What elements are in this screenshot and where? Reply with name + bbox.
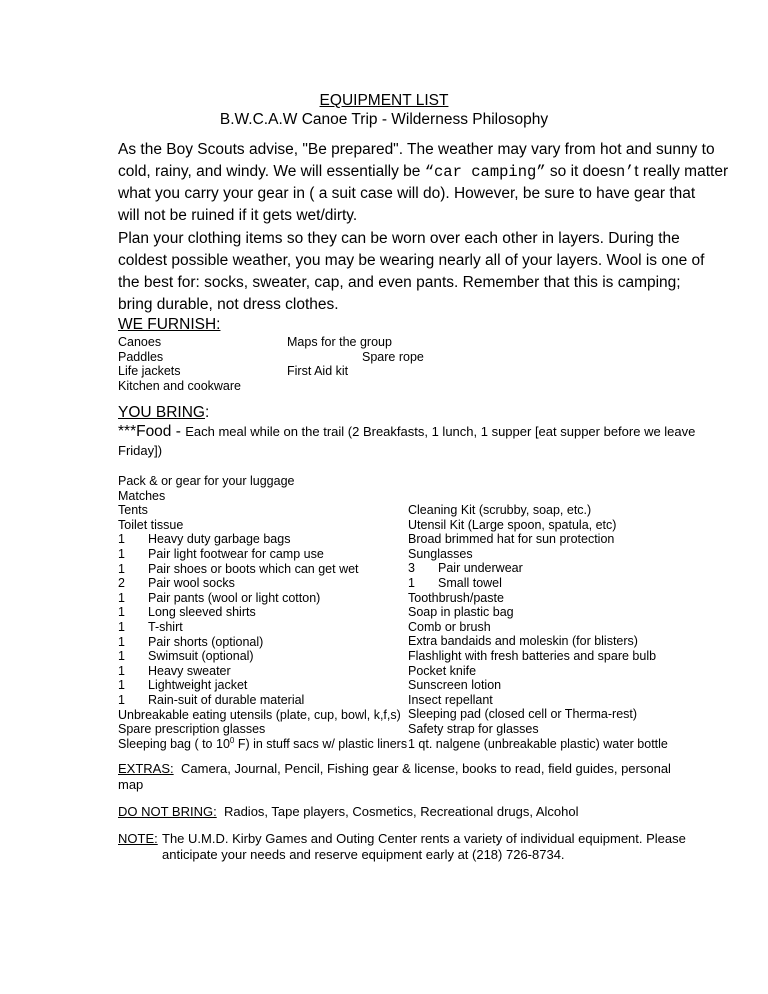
- item-text: Small towel: [438, 575, 502, 590]
- extras-text: Camera, Journal, Pencil, Fishing gear & license, books to read, field guides, personal: [181, 761, 671, 776]
- item-text: Insect repellant: [408, 692, 493, 707]
- do-not-bring-text: Radios, Tape players, Cosmetics, Recreational drugs, Alcohol: [223, 804, 579, 819]
- item-text: Safety strap for glasses: [408, 721, 539, 736]
- extras-text-continued: map: [118, 777, 144, 792]
- intro-p1-line-2-end: t really matter: [634, 163, 729, 180]
- item-qty: 3: [408, 561, 415, 576]
- intro-p1-line-4: will not be ruined if it gets wet/dirty.: [118, 207, 358, 224]
- list-item: [118, 591, 398, 606]
- item-qty: 1: [408, 575, 415, 590]
- note-text-continued: anticipate your needs and reserve equipment early at (218) 726-8734.: [162, 847, 565, 862]
- list-item: Kitchen and cookware: [118, 378, 241, 393]
- item-text: Cleaning Kit (scrubby, soap, etc.): [408, 503, 592, 517]
- item-qty: 1: [118, 561, 125, 576]
- item-text: Toilet tissue: [118, 517, 184, 532]
- intro-p1-line-2-start: cold, rainy, and windy. We will essentially be: [118, 163, 425, 180]
- note-text: The U.M.D. Kirby Games and Outing Center rents a variety of individual equipment. Please: [162, 831, 686, 846]
- intro-paragraph-1: [118, 139, 729, 227]
- extras-label: EXTRAS:: [118, 761, 174, 776]
- list-item: [408, 722, 678, 737]
- list-item: Maps for the group: [287, 335, 392, 349]
- item-text: T-shirt: [148, 619, 183, 634]
- intro-paragraph-2: [118, 228, 705, 316]
- we-furnish-right-list: [287, 335, 424, 379]
- intro-p2-line-3: the best for: socks, sweater, cap, and even pants. Remember that this is camping;: [118, 274, 681, 291]
- do-not-bring-label: DO NOT BRING:: [118, 804, 217, 819]
- list-item: [408, 591, 678, 606]
- item-qty: 1: [118, 532, 125, 547]
- list-item: Life jackets: [118, 364, 181, 379]
- list-item: [118, 562, 398, 577]
- list-item: [118, 635, 398, 650]
- item-text: Long sleeved shirts: [148, 605, 256, 620]
- car-camping-quote: “car camping”: [424, 163, 546, 181]
- list-item: [408, 664, 678, 679]
- you-bring-left-list: [118, 474, 408, 751]
- item-qty: 1: [118, 605, 125, 620]
- list-item: [408, 693, 678, 708]
- apostrophe: ’: [624, 163, 635, 181]
- page-subtitle: B.W.C.A.W Canoe Trip - Wilderness Philosophy: [219, 111, 549, 128]
- item-text: Heavy duty garbage bags: [148, 532, 291, 547]
- list-item: [118, 518, 398, 533]
- item-text: Sunscreen lotion: [408, 678, 502, 693]
- item-qty: 1: [118, 546, 125, 561]
- list-item: [118, 547, 398, 562]
- item-text: Pair shoes or boots which can get wet: [148, 561, 359, 576]
- item-text: Heavy sweater: [148, 663, 231, 678]
- item-qty: 1: [118, 692, 125, 707]
- item-text: Spare prescription glasses: [118, 722, 266, 737]
- page-title: EQUIPMENT LIST: [319, 92, 449, 109]
- intro-p1-line-3: what you carry your gear in ( a suit case will do). However, be sure to have gear that: [118, 185, 696, 202]
- list-item: [408, 737, 678, 752]
- list-item: [408, 707, 678, 722]
- item-text: Toothbrush/paste: [408, 590, 504, 605]
- item-text: Pair wool socks: [148, 576, 235, 591]
- list-item: [408, 561, 678, 576]
- list-item: Paddles: [118, 349, 164, 364]
- list-item: [118, 707, 401, 723]
- item-qty: 1: [118, 590, 125, 605]
- food-line: [118, 423, 695, 441]
- item-text: Pair shorts (optional): [148, 634, 264, 649]
- list-item: [118, 503, 398, 518]
- food-prefix: ***Food -: [118, 423, 186, 440]
- intro-p1-line-2: [118, 161, 729, 183]
- item-text: Unbreakable eating utensils (plate, cup, bowl, k,f,s): [118, 707, 401, 722]
- item-text: Sleeping pad (closed cell or Therma-rest): [408, 707, 638, 722]
- intro-p2-line-2: coldest possible weather, you may be wearing nearly all of your layers. Wool is one of: [118, 252, 705, 269]
- item-text: Lightweight jacket: [148, 678, 248, 693]
- list-item: [118, 620, 398, 635]
- list-item: [118, 489, 398, 504]
- item-qty: 2: [118, 576, 125, 591]
- item-text: Matches: [118, 488, 166, 503]
- intro-p2-line-1: Plan your clothing items so they can be worn over each other in layers. During the: [118, 230, 680, 247]
- item-qty: 1: [118, 649, 125, 664]
- list-item: [408, 576, 678, 591]
- list-item: [408, 503, 678, 518]
- list-item: Spare rope: [362, 349, 424, 364]
- list-item-sleeping-bag: [118, 735, 408, 752]
- we-furnish-heading: WE FURNISH:: [118, 316, 221, 333]
- item-qty: 1: [118, 634, 125, 649]
- list-item: [408, 678, 678, 693]
- you-bring-right-list: [408, 503, 678, 751]
- do-not-bring-line: [118, 804, 579, 819]
- you-bring-heading: [118, 404, 209, 422]
- item-text: Broad brimmed hat for sun protection: [408, 532, 615, 547]
- food-text-continued: Friday]): [118, 443, 163, 458]
- you-bring-label: YOU BRING: [118, 404, 205, 421]
- item-text: Tents: [118, 503, 148, 518]
- note-label: NOTE:: [118, 831, 158, 846]
- item-text: Utensil Kit (Large spoon, spatula, etc): [408, 517, 617, 532]
- we-furnish-left-list: [118, 335, 241, 393]
- list-item: First Aid kit: [287, 364, 349, 379]
- list-item: [118, 693, 398, 708]
- list-item: [408, 649, 678, 664]
- item-text: Swimsuit (optional): [148, 649, 254, 664]
- list-item: Canoes: [118, 335, 162, 349]
- item-qty: 1: [118, 678, 125, 693]
- list-item: [408, 518, 678, 533]
- item-text: Pair underwear: [438, 561, 523, 576]
- item-text: Soap in plastic bag: [408, 605, 514, 620]
- item-text: Extra bandaids and moleskin (for blisters): [408, 634, 638, 649]
- item-text: Sunglasses: [408, 546, 473, 561]
- item-text-end: F) in stuff sacs w/ plastic liners: [234, 736, 408, 751]
- list-item: [118, 474, 398, 489]
- list-item: [408, 634, 678, 649]
- list-item: [408, 605, 678, 620]
- item-qty: 1: [118, 663, 125, 678]
- item-text: Pocket knife: [408, 663, 477, 678]
- item-text: Sleeping bag ( to 10: [118, 736, 230, 751]
- food-text: Each meal while on the trail (2 Breakfasts, 1 lunch, 1 supper [eat supper before we leave: [185, 424, 696, 439]
- list-item: [408, 620, 678, 635]
- item-text: Flashlight with fresh batteries and spare bulb: [408, 648, 657, 663]
- superscript-zero: 0: [229, 735, 235, 745]
- list-item: [408, 532, 678, 547]
- list-item: [118, 649, 398, 664]
- intro-p2-line-4: bring durable, not dress clothes.: [118, 296, 339, 313]
- list-item: [118, 605, 398, 620]
- item-text: Comb or brush: [408, 619, 491, 634]
- list-item: [118, 678, 398, 693]
- list-item: [118, 664, 398, 679]
- item-text: Pack & or gear for your luggage: [118, 474, 295, 488]
- item-text: Pair pants (wool or light cotton): [148, 590, 321, 605]
- you-bring-colon: :: [204, 404, 210, 421]
- list-item: [118, 532, 398, 547]
- list-item: [118, 576, 398, 591]
- item-text: Rain-suit of durable material: [148, 692, 305, 707]
- item-text: Pair light footwear for camp use: [148, 546, 324, 561]
- list-item: [408, 547, 678, 562]
- intro-p1-line-2-mid: so it doesn: [545, 163, 625, 180]
- item-text: 1 qt. nalgene (unbreakable plastic) water bottle: [408, 736, 668, 751]
- item-qty: 1: [118, 619, 125, 634]
- intro-p1-line-1: As the Boy Scouts advise, "Be prepared". The weather may vary from hot and sunny to: [118, 141, 715, 158]
- list-item: [118, 722, 398, 737]
